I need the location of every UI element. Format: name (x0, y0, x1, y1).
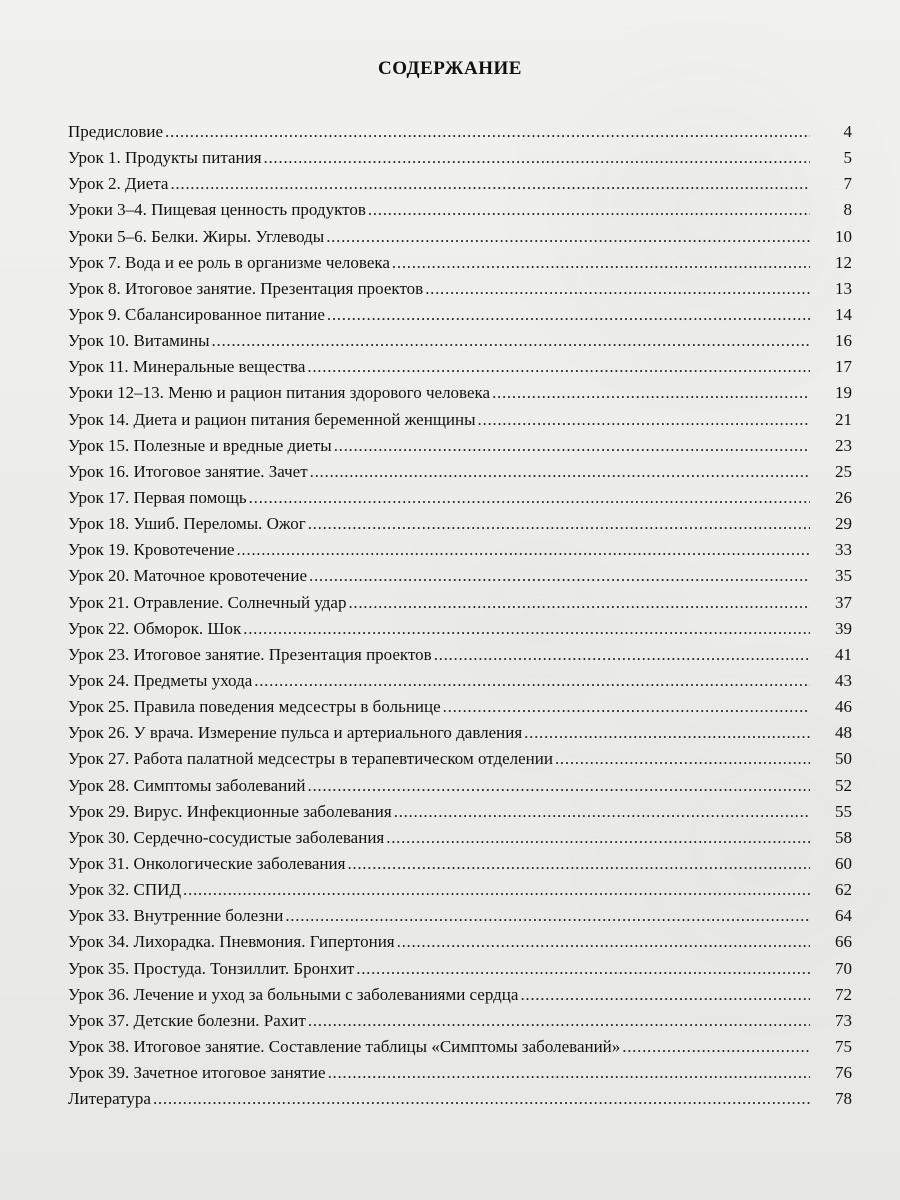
toc-entry (68, 616, 852, 642)
toc-entry-label: Урок 25. Правила поведения медсестры в больнице (68, 697, 441, 717)
toc-entry (68, 720, 852, 746)
toc-page-number: 64 (835, 906, 852, 926)
toc-entry-label: Урок 37. Детские болезни. Рахит (68, 1010, 306, 1030)
toc-entry-label: Уроки 3–4. Пищевая ценность продуктов (68, 200, 366, 220)
toc-leader-dots (354, 956, 810, 982)
toc-page-number: 23 (835, 435, 852, 455)
toc-page-number: 4 (843, 122, 852, 141)
toc-leader-dots (324, 224, 810, 250)
toc-entry (68, 773, 852, 799)
toc-entry (68, 642, 852, 668)
toc-page-number: 52 (835, 775, 852, 795)
toc-entry-label: Урок 22. Обморок. Шок (68, 618, 242, 638)
toc-entry (68, 694, 852, 720)
toc-entry-label: Урок 39. Зачетное итоговое занятие (68, 1063, 326, 1083)
toc-entry-label: Урок 14. Диета и рацион питания беременной женщины (68, 409, 476, 429)
toc-entry (68, 956, 852, 982)
toc-entry (68, 1086, 852, 1112)
toc-page-number: 16 (835, 331, 852, 351)
toc-leader-dots (308, 459, 810, 485)
toc-page-number: 62 (835, 880, 852, 900)
toc-page-number: 25 (835, 461, 852, 481)
toc-entry (68, 1034, 852, 1060)
toc-entry-label: Урок 17. Первая помощь (68, 487, 247, 507)
toc-leader-dots (392, 799, 810, 825)
toc-leader-dots (181, 877, 810, 903)
toc-leader-dots (366, 197, 810, 223)
toc-page-number: 21 (835, 409, 852, 429)
toc-page-number: 33 (835, 540, 852, 560)
toc-page-number: 55 (835, 801, 852, 821)
toc-entry-label: Урок 16. Итоговое занятие. Зачет (68, 461, 308, 481)
toc-entry (68, 903, 852, 929)
toc-leader-dots (307, 563, 810, 589)
toc-entry (68, 380, 852, 406)
toc-leader-dots (168, 171, 810, 197)
toc-entry-label: Урок 2. Диета (68, 174, 169, 194)
toc-page-number: 14 (835, 304, 852, 324)
toc-page-number: 39 (835, 618, 852, 638)
toc-entry-label: Урок 26. У врача. Измерение пульса и артериального давления (68, 723, 523, 743)
toc-entry-label: Урок 38. Итоговое занятие. Составление таблицы «Симптомы заболеваний» (68, 1036, 621, 1056)
toc-leader-dots (395, 929, 810, 955)
toc-entry-label: Урок 31. Онкологические заболевания (68, 853, 346, 873)
toc-page-number: 13 (835, 278, 852, 298)
toc-leader-dots (163, 119, 810, 145)
toc-page-number: 35 (835, 566, 852, 586)
toc-entry (68, 250, 852, 276)
toc-entry (68, 171, 852, 197)
toc-entry (68, 851, 852, 877)
toc-leader-dots (490, 380, 810, 406)
toc-page-number: 73 (835, 1010, 852, 1030)
toc-entry-label: Урок 10. Витамины (68, 331, 210, 351)
toc-entry (68, 459, 852, 485)
toc-leader-dots (522, 720, 810, 746)
toc-entry (68, 197, 852, 223)
toc-page-number: 70 (835, 958, 852, 978)
toc-entry-label: Уроки 12–13. Меню и рацион питания здорового человека (68, 383, 491, 403)
toc-entry (68, 433, 852, 459)
toc-entry-label: Уроки 5–6. Белки. Жиры. Углеводы (68, 226, 325, 246)
toc-entry-label: Урок 20. Маточное кровотечение (68, 566, 308, 586)
toc-page-number: 50 (835, 749, 852, 769)
toc-entry (68, 354, 852, 380)
toc-entry-label: Урок 8. Итоговое занятие. Презентация проектов (68, 278, 424, 298)
toc-entry-label: Урок 24. Предметы ухода (68, 670, 253, 690)
toc-entry (68, 224, 852, 250)
toc-leader-dots (325, 302, 810, 328)
toc-page-number: 75 (835, 1036, 852, 1056)
toc-leader-dots (332, 433, 810, 459)
toc-entry-label: Урок 28. Симптомы заболеваний (68, 775, 306, 795)
toc-entry (68, 119, 852, 145)
toc-leader-dots (151, 1086, 810, 1112)
toc-entry (68, 982, 852, 1008)
toc-page-number: 12 (835, 252, 852, 272)
toc-page-number: 78 (835, 1089, 852, 1109)
toc-entry (68, 511, 852, 537)
toc-entry-label: Урок 30. Сердечно-сосудистые заболевания (68, 827, 385, 847)
toc-entry-label: Урок 35. Простуда. Тонзиллит. Бронхит (68, 958, 355, 978)
toc-entry (68, 485, 852, 511)
toc-entry-label: Предисловие (68, 122, 164, 141)
toc-entry (68, 1008, 852, 1034)
toc-page-number: 43 (835, 670, 852, 690)
toc-entry (68, 145, 852, 171)
toc-entry (68, 276, 852, 302)
toc-entry-label: Урок 21. Отравление. Солнечный удар (68, 592, 347, 612)
toc-leader-dots (305, 354, 810, 380)
toc-leader-dots (326, 1060, 810, 1086)
toc-leader-dots (384, 825, 810, 851)
toc-page-number: 7 (843, 174, 852, 194)
toc-leader-dots (306, 1008, 810, 1034)
toc-leader-dots (423, 276, 810, 302)
toc-entry-label: Урок 18. Ушиб. Переломы. Ожог (68, 514, 306, 534)
toc-page-number: 8 (843, 200, 852, 220)
toc-entry-label: Урок 33. Внутренние болезни (68, 906, 284, 926)
toc-leader-dots (241, 616, 810, 642)
toc-page-number: 37 (835, 592, 852, 612)
toc-entry-label: Урок 9. Сбалансированное питание (68, 304, 325, 324)
toc-page-number: 66 (835, 932, 852, 952)
toc-entry (68, 537, 852, 563)
toc-page-number: 60 (835, 853, 852, 873)
toc-page-number: 5 (843, 148, 852, 168)
toc-entry (68, 590, 852, 616)
toc-page-number: 48 (835, 723, 852, 743)
toc-page-number: 17 (835, 357, 852, 377)
toc-entry (68, 799, 852, 825)
toc-leader-dots (432, 642, 810, 668)
toc-entry (68, 929, 852, 955)
toc-entry-label: Урок 27. Работа палатной медсестры в терапевтическом отделении (68, 749, 553, 769)
toc-entry-label: Урок 23. Итоговое занятие. Презентация проектов (68, 644, 432, 664)
toc-entry-label: Урок 34. Лихорадка. Пневмония. Гипертония (68, 932, 395, 952)
toc-entry-label: Урок 15. Полезные и вредные диеты (68, 435, 332, 455)
toc-entry (68, 746, 852, 772)
toc-leader-dots (441, 694, 810, 720)
toc-entry (68, 825, 852, 851)
toc-page-number: 46 (835, 697, 852, 717)
toc-entry (68, 563, 852, 589)
toc-leader-dots (390, 250, 810, 276)
toc-leader-dots (306, 773, 810, 799)
toc-entry-label: Урок 1. Продукты питания (68, 148, 262, 168)
toc-leader-dots (234, 537, 810, 563)
toc-page-number: 29 (835, 514, 852, 534)
toc-entry-label: Литература (68, 1089, 151, 1109)
toc-leader-dots (252, 668, 810, 694)
toc-leader-dots (620, 1034, 810, 1060)
toc-leader-dots (262, 145, 810, 171)
page-title: СОДЕРЖАНИЕ (378, 58, 522, 79)
toc-leader-dots (518, 982, 810, 1008)
toc-page-number: 76 (835, 1063, 852, 1083)
toc-entry (68, 407, 852, 433)
toc-page-number: 26 (835, 487, 852, 507)
toc-entry (68, 668, 852, 694)
toc-entry-label: Урок 7. Вода и ее роль в организме человека (68, 252, 390, 272)
toc-leader-dots (247, 485, 810, 511)
toc-leader-dots (283, 903, 810, 929)
toc-page-number: 41 (835, 644, 852, 664)
toc-leader-dots (306, 511, 810, 537)
toc-entry-label: Урок 32. СПИД (68, 880, 182, 900)
toc-leader-dots (346, 590, 810, 616)
table-of-contents (68, 119, 852, 1112)
toc-entry (68, 302, 852, 328)
toc-entry-label: Урок 29. Вирус. Инфекционные заболевания (68, 801, 392, 821)
toc-entry-label: Урок 19. Кровотечение (68, 540, 235, 560)
toc-page-number: 72 (835, 984, 852, 1004)
toc-entry (68, 328, 852, 354)
toc-entry (68, 877, 852, 903)
toc-page-number: 58 (835, 827, 852, 847)
toc-entry-label: Урок 11. Минеральные вещества (68, 357, 306, 377)
toc-entry (68, 1060, 852, 1086)
toc-leader-dots (553, 746, 810, 772)
toc-leader-dots (476, 407, 810, 433)
toc-page-number: 19 (835, 383, 852, 403)
toc-entry-label: Урок 36. Лечение и уход за больными с заболеваниями сердца (68, 984, 519, 1004)
toc-leader-dots (345, 851, 810, 877)
toc-page-number: 10 (835, 226, 852, 246)
toc-leader-dots (210, 328, 810, 354)
